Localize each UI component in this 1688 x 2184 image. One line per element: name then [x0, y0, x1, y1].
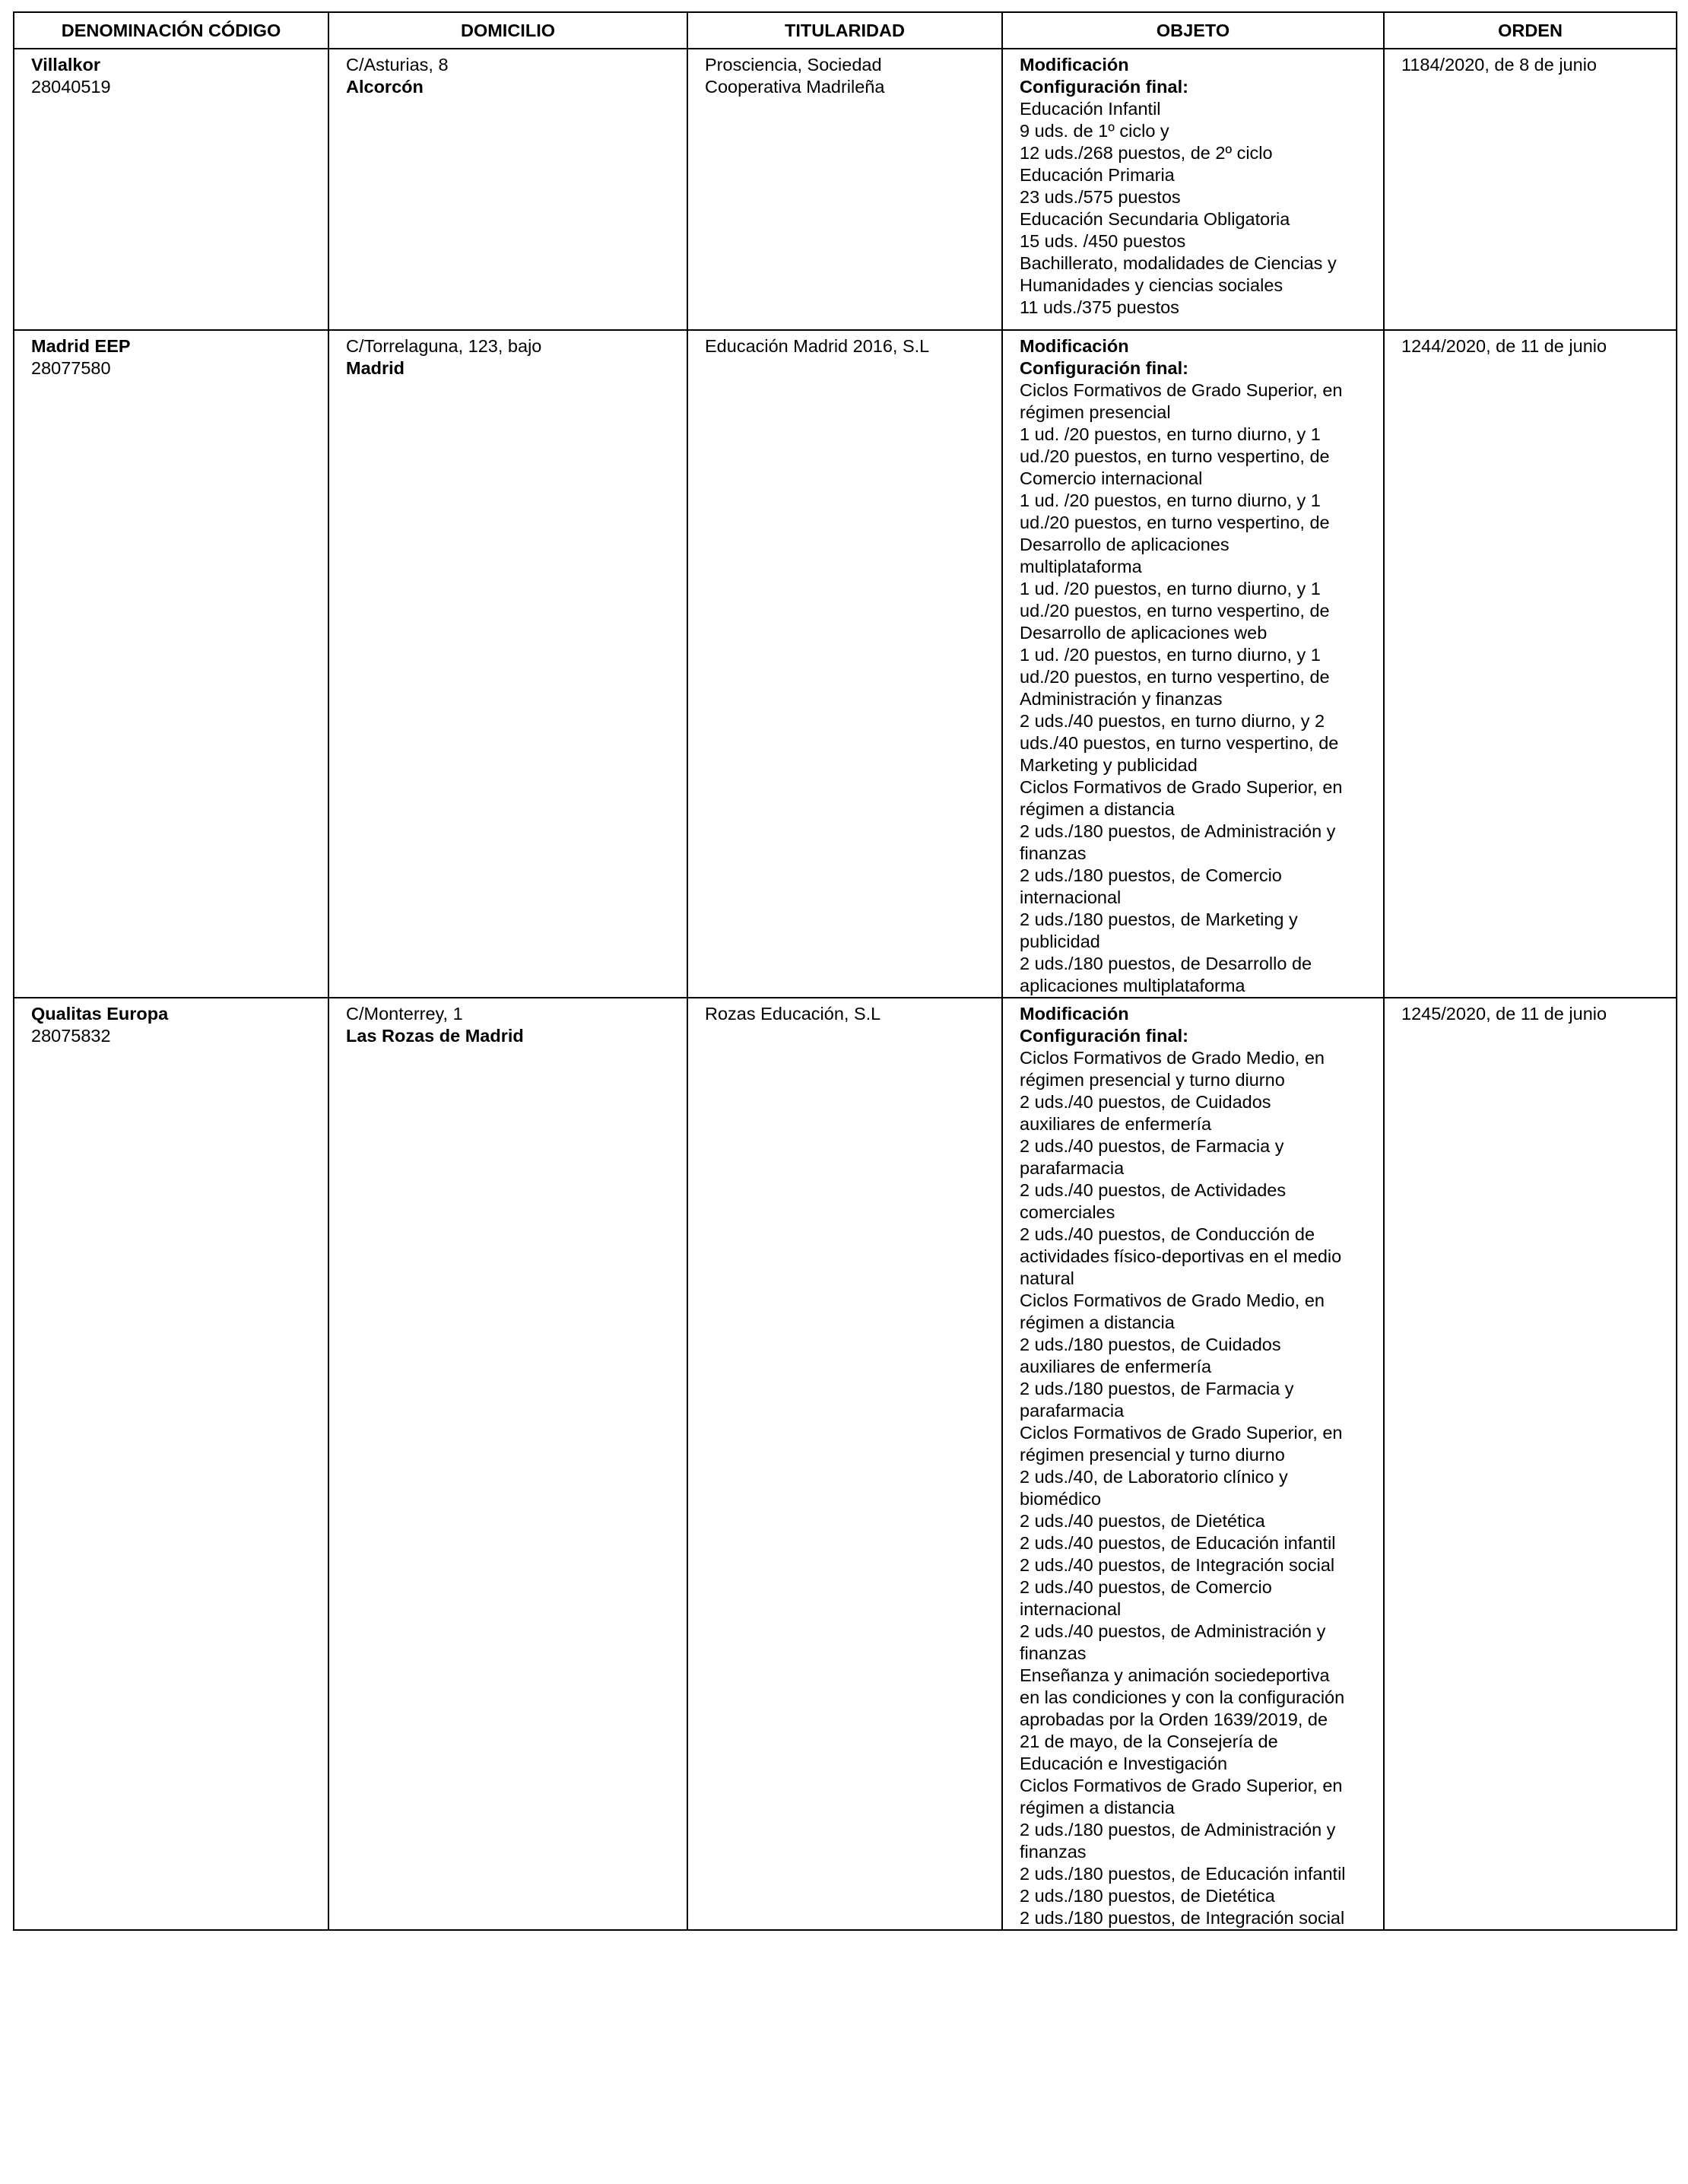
objeto-line: 2 uds./40 puestos, de Cuidados: [1020, 1092, 1271, 1112]
objeto-line: 2 uds./40 puestos, de Educación infantil: [1020, 1533, 1336, 1553]
objeto-line: Administración y finanzas: [1020, 689, 1223, 709]
objeto-tipo: Modificación: [1020, 1004, 1129, 1024]
address-locality: Alcorcón: [346, 77, 424, 97]
objeto-line: 2 uds./40 puestos, de Dietética: [1020, 1511, 1265, 1531]
objeto-line: 2 uds./40 puestos, de Integración social: [1020, 1555, 1335, 1575]
objeto-line: Bachillerato, modalidades de Ciencias y: [1020, 253, 1337, 273]
objeto-line: internacional: [1020, 887, 1122, 907]
objeto-line: en las condiciones y con la configuración: [1020, 1687, 1345, 1707]
objeto-configuracion-label: Configuración final:: [1020, 1026, 1188, 1046]
objeto-line: finanzas: [1020, 843, 1087, 863]
objeto-line: 2 uds./40 puestos, en turno diurno, y 2: [1020, 711, 1325, 731]
objeto-line: 2 uds./40 puestos, de Comercio: [1020, 1577, 1272, 1597]
cell-orden: [1384, 330, 1677, 998]
table-header-row: [14, 12, 1677, 49]
header-domicilio: DOMICILIO: [328, 12, 687, 49]
cell-domicilio: [328, 330, 687, 998]
objeto-line: 2 uds./180 puestos, de Administración y: [1020, 821, 1336, 841]
objeto-line: Educación e Investigación: [1020, 1754, 1228, 1773]
owner-line: Rozas Educación, S.L: [705, 1004, 881, 1024]
cell-domicilio: [328, 998, 687, 1930]
address-street: C/Asturias, 8: [346, 55, 449, 75]
objeto-line: 2 uds./180 puestos, de Administración y: [1020, 1820, 1336, 1840]
objeto-line: 1 ud. /20 puestos, en turno diurno, y 1: [1020, 490, 1321, 510]
center-name: Madrid EEP: [31, 336, 131, 356]
objeto-line: 12 uds./268 puestos, de 2º ciclo: [1020, 143, 1273, 163]
center-name: Villalkor: [31, 55, 101, 75]
objeto-line: 1 ud. /20 puestos, en turno diurno, y 1: [1020, 424, 1321, 444]
objeto-line: 2 uds./180 puestos, de Cuidados: [1020, 1335, 1281, 1354]
objeto-line: biomédico: [1020, 1489, 1102, 1509]
objeto-line: auxiliares de enfermería: [1020, 1357, 1212, 1376]
objeto-line: 1 ud. /20 puestos, en turno diurno, y 1: [1020, 579, 1321, 598]
cell-titularidad: [687, 998, 1002, 1930]
objeto-line: Ciclos Formativos de Grado Medio, en: [1020, 1290, 1325, 1310]
objeto-line: finanzas: [1020, 1842, 1087, 1862]
objeto-line: parafarmacia: [1020, 1158, 1125, 1178]
objeto-line: Humanidades y ciencias sociales: [1020, 275, 1283, 295]
objeto-line: 2 uds./180 puestos, de Integración social: [1020, 1908, 1345, 1928]
objeto-line: 2 uds./180 puestos, de Dietética: [1020, 1886, 1275, 1906]
objeto-line: 21 de mayo, de la Consejería de: [1020, 1732, 1278, 1751]
objeto-line: Desarrollo de aplicaciones web: [1020, 623, 1268, 643]
owner-line: Cooperativa Madrileña: [705, 77, 885, 97]
objeto-line: Desarrollo de aplicaciones: [1020, 535, 1230, 554]
address-street: C/Monterrey, 1: [346, 1004, 463, 1024]
center-code: 28075832: [31, 1026, 111, 1046]
address-locality: Las Rozas de Madrid: [346, 1026, 524, 1046]
objeto-configuracion-label: Configuración final:: [1020, 77, 1188, 97]
cell-objeto: [1002, 998, 1384, 1930]
cell-objeto: [1002, 49, 1384, 330]
objeto-line: 2 uds./40, de Laboratorio clínico y: [1020, 1467, 1288, 1487]
objeto-line: ud./20 puestos, en turno vespertino, de: [1020, 601, 1330, 621]
objeto-line: régimen a distancia: [1020, 1798, 1175, 1817]
objeto-line: comerciales: [1020, 1202, 1115, 1222]
objeto-configuracion-label: Configuración final:: [1020, 358, 1188, 378]
orden-reference: 1184/2020, de 8 de junio: [1401, 55, 1597, 75]
objeto-line: aprobadas por la Orden 1639/2019, de: [1020, 1709, 1328, 1729]
header-objeto: OBJETO: [1002, 12, 1384, 49]
objeto-line: 11 uds./375 puestos: [1020, 297, 1179, 317]
objeto-line: 2 uds./180 puestos, de Marketing y: [1020, 909, 1298, 929]
header-titularidad: TITULARIDAD: [687, 12, 1002, 49]
centers-table: [13, 11, 1677, 1931]
objeto-line: 1 ud. /20 puestos, en turno diurno, y 1: [1020, 645, 1321, 665]
header-orden: ORDEN: [1384, 12, 1677, 49]
address-street: C/Torrelaguna, 123, bajo: [346, 336, 542, 356]
objeto-line: Ciclos Formativos de Grado Superior, en: [1020, 1776, 1343, 1795]
objeto-line: 9 uds. de 1º ciclo y: [1020, 121, 1169, 141]
objeto-line: régimen a distancia: [1020, 799, 1175, 819]
objeto-tipo: Modificación: [1020, 336, 1129, 356]
objeto-line: 15 uds. /450 puestos: [1020, 231, 1186, 251]
objeto-line: régimen a distancia: [1020, 1313, 1175, 1332]
objeto-line: multiplataforma: [1020, 557, 1142, 576]
objeto-line: ud./20 puestos, en turno vespertino, de: [1020, 667, 1330, 687]
objeto-line: Ciclos Formativos de Grado Superior, en: [1020, 777, 1343, 797]
objeto-line: 2 uds./180 puestos, de Desarrollo de: [1020, 954, 1312, 973]
address-locality: Madrid: [346, 358, 405, 378]
center-code: 28040519: [31, 77, 111, 97]
cell-objeto: [1002, 330, 1384, 998]
owner-line: Educación Madrid 2016, S.L: [705, 336, 930, 356]
cell-orden: [1384, 998, 1677, 1930]
objeto-line: parafarmacia: [1020, 1401, 1125, 1421]
cell-denominacion-codigo: [14, 330, 328, 998]
objeto-line: régimen presencial y turno diurno: [1020, 1070, 1285, 1090]
cell-titularidad: [687, 330, 1002, 998]
objeto-line: ud./20 puestos, en turno vespertino, de: [1020, 513, 1330, 532]
table-row: [14, 330, 1677, 998]
objeto-line: Educación Primaria: [1020, 165, 1175, 185]
objeto-line: 2 uds./40 puestos, de Farmacia y: [1020, 1136, 1284, 1156]
objeto-line: Ciclos Formativos de Grado Superior, en: [1020, 1423, 1343, 1443]
cell-denominacion-codigo: [14, 49, 328, 330]
cell-denominacion-codigo: [14, 998, 328, 1930]
objeto-line: 2 uds./180 puestos, de Comercio: [1020, 865, 1282, 885]
header-denominacion-codigo: DENOMINACIÓN CÓDIGO: [14, 12, 328, 49]
objeto-line: actividades físico-deportivas en el medio: [1020, 1246, 1342, 1266]
objeto-line: Ciclos Formativos de Grado Superior, en: [1020, 380, 1343, 400]
cell-titularidad: [687, 49, 1002, 330]
objeto-line: régimen presencial: [1020, 402, 1171, 422]
objeto-line: 2 uds./180 puestos, de Farmacia y: [1020, 1379, 1294, 1398]
objeto-line: 2 uds./40 puestos, de Conducción de: [1020, 1224, 1315, 1244]
cell-orden: [1384, 49, 1677, 330]
objeto-line: finanzas: [1020, 1643, 1087, 1663]
objeto-line: Marketing y publicidad: [1020, 755, 1198, 775]
objeto-line: 2 uds./40 puestos, de Administración y: [1020, 1621, 1326, 1641]
objeto-line: régimen presencial y turno diurno: [1020, 1445, 1285, 1465]
objeto-line: Ciclos Formativos de Grado Medio, en: [1020, 1048, 1325, 1068]
center-code: 28077580: [31, 358, 111, 378]
center-name: Qualitas Europa: [31, 1004, 169, 1024]
objeto-line: natural: [1020, 1268, 1074, 1288]
objeto-line: publicidad: [1020, 932, 1100, 951]
objeto-line: 23 uds./575 puestos: [1020, 187, 1181, 207]
objeto-line: ud./20 puestos, en turno vespertino, de: [1020, 446, 1330, 466]
table-row: [14, 49, 1677, 330]
objeto-tipo: Modificación: [1020, 55, 1129, 75]
objeto-line: auxiliares de enfermería: [1020, 1114, 1212, 1134]
objeto-line: 2 uds./40 puestos, de Actividades: [1020, 1180, 1287, 1200]
objeto-line: internacional: [1020, 1599, 1122, 1619]
objeto-line: Educación Secundaria Obligatoria: [1020, 209, 1290, 229]
objeto-line: 2 uds./180 puestos, de Educación infantil: [1020, 1864, 1346, 1884]
owner-line: Prosciencia, Sociedad: [705, 55, 882, 75]
orden-reference: 1245/2020, de 11 de junio: [1401, 1004, 1607, 1024]
table-row: [14, 998, 1677, 1930]
orden-reference: 1244/2020, de 11 de junio: [1401, 336, 1607, 356]
objeto-line: uds./40 puestos, en turno vespertino, de: [1020, 733, 1339, 753]
objeto-line: Enseñanza y animación sociedeportiva: [1020, 1665, 1330, 1685]
objeto-line: Comercio internacional: [1020, 468, 1203, 488]
objeto-line: aplicaciones multiplataforma: [1020, 976, 1245, 995]
cell-domicilio: [328, 49, 687, 330]
objeto-line: Educación Infantil: [1020, 99, 1161, 119]
